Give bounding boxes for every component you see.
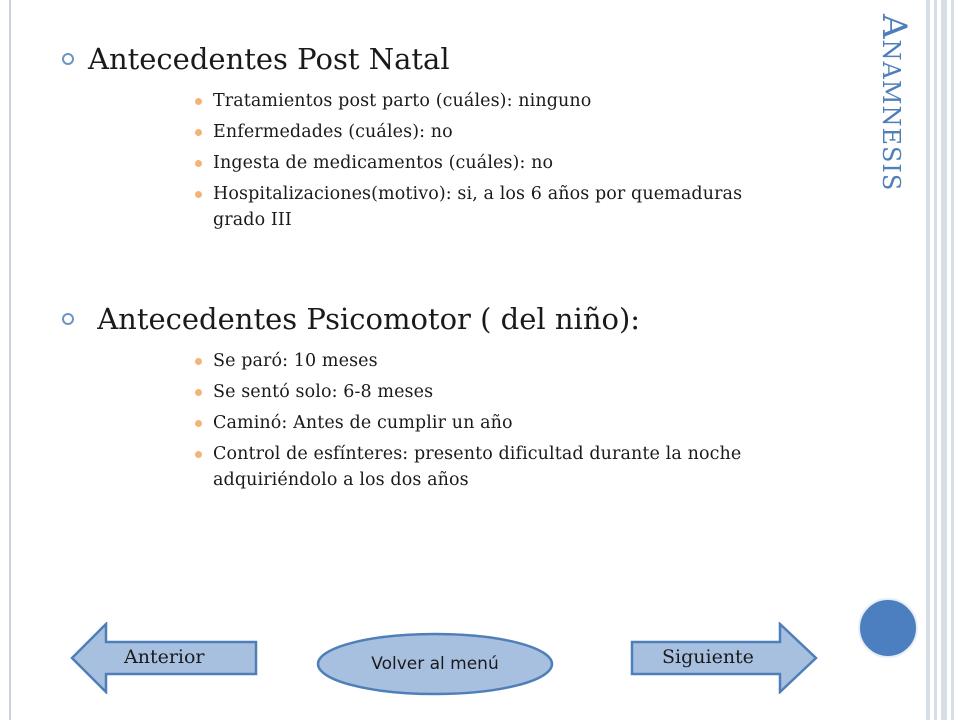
left-border-line — [9, 0, 11, 720]
next-button[interactable] — [630, 622, 818, 694]
list-item: Control de esfínteres: presento dificultad durante la noche adquiriéndolo a los dos años — [62, 441, 822, 493]
list-item: Se sentó solo: 6-8 meses — [62, 379, 822, 405]
list-item: Hospitalizaciones(motivo): si, a los 6 años por quemaduras grado III — [62, 181, 822, 233]
bullet-dot-icon — [195, 160, 202, 167]
section-heading-text: Antecedentes Post Natal — [88, 42, 450, 76]
bullet-dot-icon — [195, 420, 202, 427]
list-item: Caminó: Antes de cumplir un año — [62, 410, 822, 436]
section-psicomotor — [62, 302, 822, 498]
list-item: Tratamientos post parto (cuáles): ninguno — [62, 88, 822, 114]
list-item: Enfermedades (cuáles): no — [62, 119, 822, 145]
bullet-dot-icon — [195, 129, 202, 136]
bullet-dot-icon — [195, 191, 202, 198]
next-button-label: Siguiente — [662, 646, 754, 668]
decorative-blue-circle — [858, 598, 918, 658]
circle-bullet-icon — [62, 53, 74, 65]
bullet-dot-icon — [195, 451, 202, 458]
bullet-dot-icon — [195, 358, 202, 365]
previous-button[interactable] — [70, 622, 258, 694]
section-heading — [62, 42, 822, 76]
sub-list — [62, 348, 822, 493]
section-heading — [62, 302, 822, 336]
right-decorative-stripes — [924, 0, 960, 720]
bullet-dot-icon — [195, 98, 202, 105]
slide-title: Anamnesis — [874, 14, 914, 192]
section-heading-text: Antecedentes Psicomotor ( del niño): — [88, 302, 641, 336]
list-item: Ingesta de medicamentos (cuáles): no — [62, 150, 822, 176]
section-post-natal — [62, 42, 822, 238]
back-to-menu-button[interactable] — [316, 632, 554, 696]
previous-button-label: Anterior — [124, 646, 205, 668]
sub-list — [62, 88, 822, 233]
circle-bullet-icon — [62, 313, 74, 325]
bullet-dot-icon — [195, 389, 202, 396]
list-item: Se paró: 10 meses — [62, 348, 822, 374]
back-to-menu-label: Volver al menú — [371, 654, 499, 674]
